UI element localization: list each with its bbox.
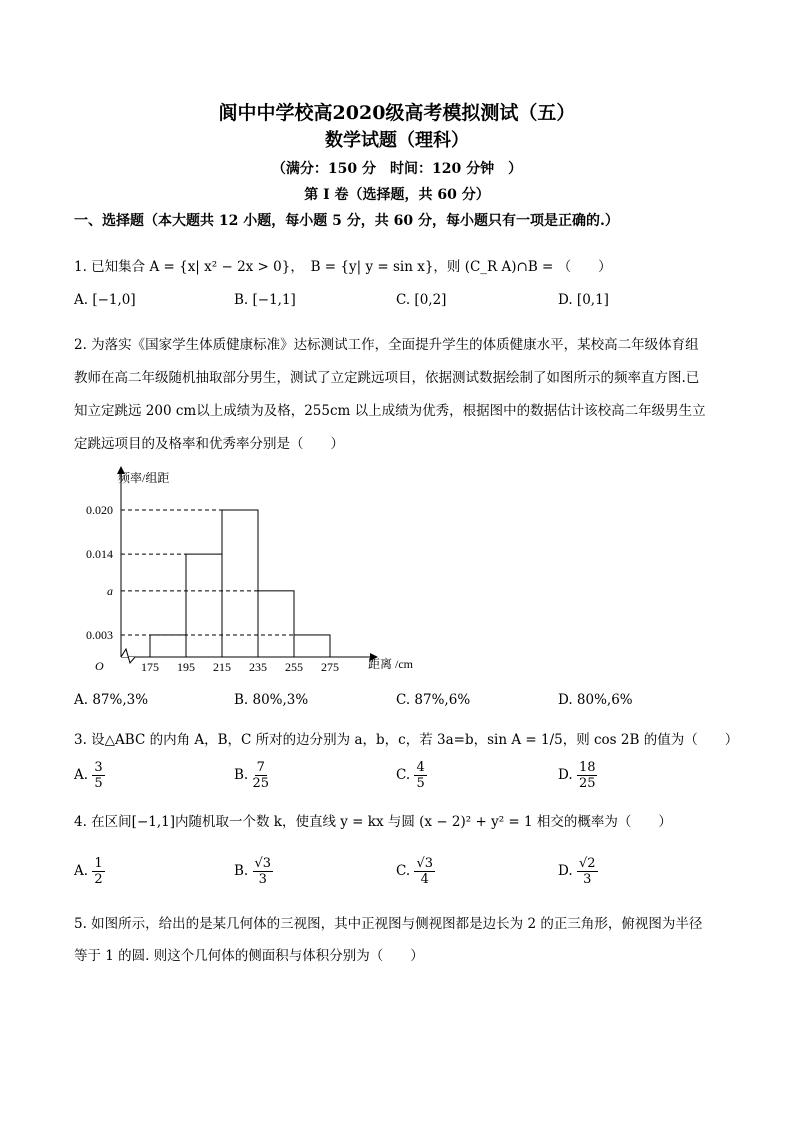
numerator: √3 [416, 856, 433, 871]
fraction [577, 856, 598, 887]
section-heading: 一、选择题（本大题共 12 小题，每小题 5 分，共 60 分，每小题只有一项是正确的.） [74, 213, 619, 229]
question-3-stem: 3. 设△ABC 的内角 A，B，C 所对的边分别为 a，b，c，若 3a=b，sin A = 1/5，则 cos 2B 的值为（ ） [74, 732, 739, 748]
y-tick-label: a [107, 583, 113, 598]
q2-option-b: B. 80%,3% [234, 692, 309, 708]
histogram-bar [186, 554, 222, 657]
q4-option-b [234, 856, 273, 887]
q4-option-a [74, 856, 105, 887]
x-tick-label: 215 [213, 660, 231, 674]
q3-option-c [396, 760, 427, 791]
numerator: 4 [416, 760, 425, 775]
q2-option-d: D. 80%,6% [558, 692, 633, 708]
option-label: D. [558, 863, 573, 879]
exam-meta: （满分：150 分 时间：120 分钟 ） [271, 161, 523, 177]
question-1-stem: 1. 已知集合 A = {x| x² − 2x > 0}， B = {y| y = sin x}，则 (C_R A)∩B = （ ） [74, 259, 612, 275]
fraction [577, 760, 598, 791]
origin-label: O [95, 659, 104, 673]
option-label: B. [234, 767, 249, 783]
numerator: √3 [254, 856, 272, 871]
x-tick-label: 275 [321, 660, 339, 674]
q3-option-b [234, 760, 269, 791]
option-label: A. [74, 863, 89, 879]
q1-option-c: C. [0,2] [396, 292, 447, 308]
q1-option-b: B. [−1,1] [234, 292, 296, 308]
fraction [253, 856, 274, 887]
denominator: 5 [94, 776, 103, 791]
frequency-histogram [0, 460, 420, 685]
denominator: 5 [416, 776, 425, 791]
axis-break [121, 649, 135, 663]
x-tick-label: 175 [141, 660, 159, 674]
q4-option-c [396, 856, 435, 887]
page-subtitle: 数学试题（理科） [325, 130, 469, 151]
option-label: C. [396, 767, 411, 783]
numerator: 3 [94, 760, 103, 775]
x-tick-label: 235 [249, 660, 267, 674]
q4-option-d [558, 856, 598, 887]
denominator: 3 [583, 872, 592, 887]
denominator: 4 [420, 872, 429, 887]
question-2-line-1: 2. 为落实《国家学生体质健康标准》达标测试工作，全面提升学生的体质健康水平，某校高二年级体育组 [74, 337, 699, 353]
x-axis-label: 距离 /cm [368, 657, 413, 671]
part-heading: 第 I 卷（选择题，共 60 分） [304, 187, 490, 203]
denominator: 25 [578, 776, 596, 791]
q3-option-d [558, 760, 597, 791]
option-label: A. [74, 767, 89, 783]
x-tick-label: 255 [285, 660, 303, 674]
histogram-bar [294, 635, 330, 657]
page-title: 阆中中学校高2020级高考模拟测试（五） [218, 102, 576, 124]
histogram-bar [258, 591, 294, 657]
option-label: C. [396, 863, 411, 879]
option-label: B. [234, 863, 249, 879]
question-4-stem: 4. 在区间[−1,1]内随机取一个数 k，使直线 y = kx 与圆 (x − 2)² + y² = 1 相交的概率为（ ） [74, 814, 672, 830]
denominator: 3 [258, 872, 267, 887]
question-5-line-2: 等于 1 的圆. 则这个几何体的侧面积与体积分别为（ ） [74, 948, 424, 964]
q2-option-a: A. 87%,3% [74, 692, 149, 708]
option-label: D. [558, 767, 573, 783]
q3-option-a [74, 760, 105, 791]
fraction [414, 760, 426, 791]
fraction [92, 856, 104, 887]
fraction [92, 760, 104, 791]
numerator: 7 [256, 760, 265, 775]
y-axis-label: 频率/组距 [118, 471, 170, 485]
numerator: 18 [578, 760, 596, 775]
question-2-line-3: 知立定跳远 200 cm以上成绩为及格，255cm 以上成绩为优秀，根据图中的数据估计该校高二年级男生立 [74, 403, 706, 419]
q1-option-d: D. [0,1] [558, 292, 609, 308]
question-2-line-4: 定跳远项目的及格率和优秀率分别是（ ） [74, 436, 344, 452]
q2-option-c: C. 87%,6% [396, 692, 471, 708]
y-tick-label: 0.003 [86, 627, 113, 642]
numerator: √2 [578, 856, 596, 871]
denominator: 2 [94, 872, 103, 887]
question-5-line-1: 5. 如图所示，给出的是某几何体的三视图，其中正视图与侧视图都是边长为 2 的正三角形，俯视图为半径 [74, 916, 703, 932]
fraction [414, 856, 435, 887]
y-tick-label: 0.014 [86, 547, 113, 562]
x-tick-label: 195 [177, 660, 195, 674]
question-2-line-2: 教师在高二年级随机抽取部分男生，测试了立定跳远项目，依据测试数据绘制了如图所示的频率直方图.已 [74, 370, 700, 386]
histogram-bar [150, 635, 186, 657]
y-tick-label: 0.020 [86, 503, 113, 517]
q1-option-a: A. [−1,0] [74, 292, 136, 308]
denominator: 25 [252, 776, 270, 791]
fraction [253, 760, 270, 791]
numerator: 1 [94, 856, 103, 871]
